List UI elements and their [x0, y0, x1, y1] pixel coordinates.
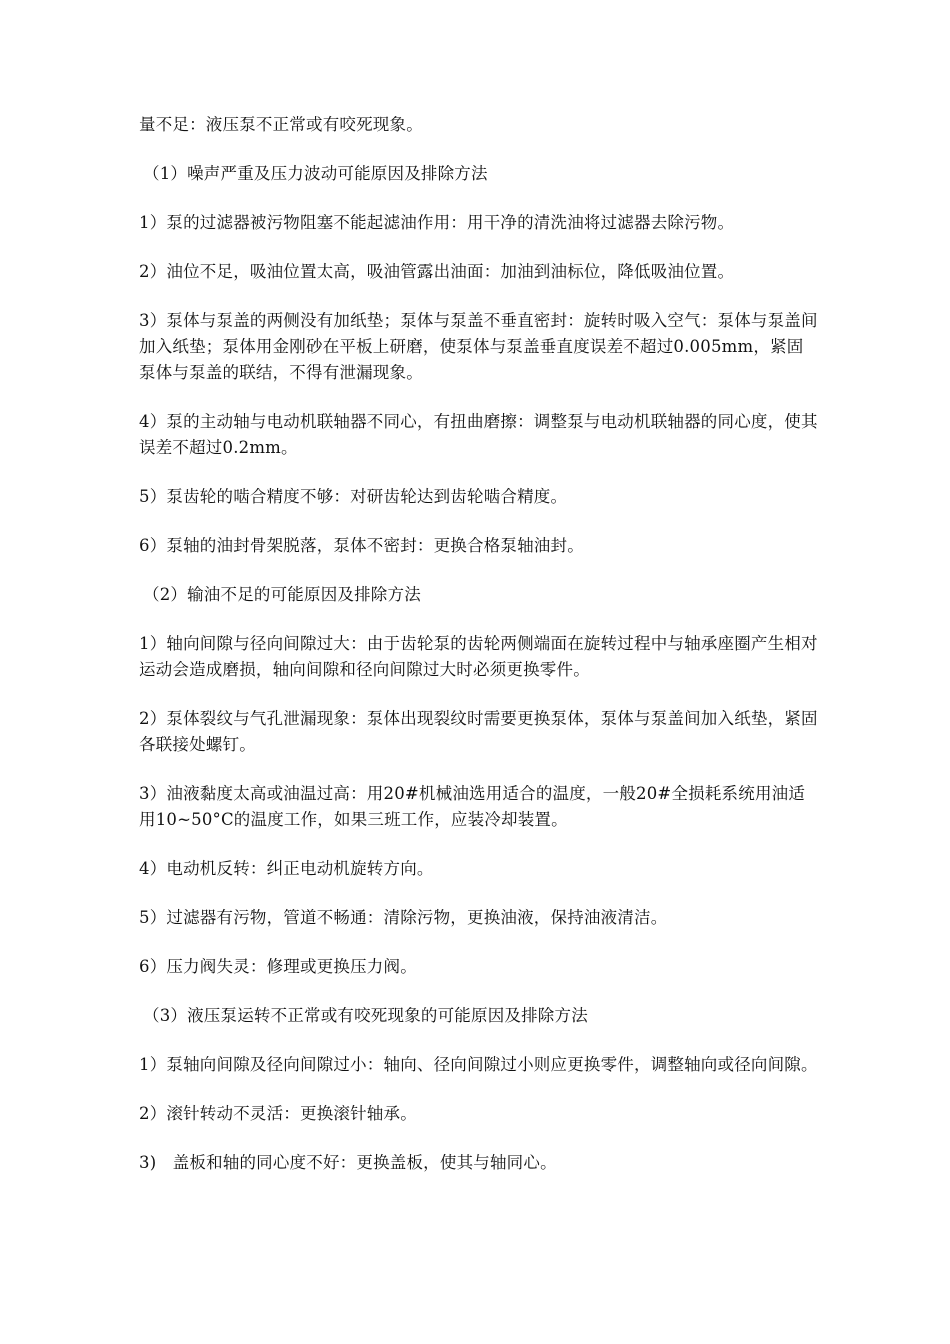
list-item: 3) 盖板和轴的同心度不好：更换盖板，使其与轴同心。: [139, 1153, 557, 1172]
list-item: 6）压力阀失灵：修理或更换压力阀。: [139, 957, 417, 976]
list-item: 3）泵体与泵盖的两侧没有加纸垫；泵体与泵盖不垂直密封：旋转时吸入空气：泵体与泵盖间加入纸垫；泵体用金刚砂在平板上研磨，使泵体与泵盖垂直度误差不超过0.005mm，紧固泵体与泵盖的联结，不得有泄漏现象。: [139, 311, 818, 382]
list-item: 5）泵齿轮的啮合精度不够：对研齿轮达到齿轮啮合精度。: [139, 487, 568, 506]
list-item: 3）油液黏度太高或油温过高：用20#机械油选用适合的温度，一般20#全损耗系统用油适用10~50°C的温度工作，如果三班工作，应装冷却装置。: [139, 784, 806, 829]
section-heading-abnormal-operation: （3）液压泵运转不正常或有咬死现象的可能原因及排除方法: [143, 1006, 588, 1025]
list-item: 1）泵的过滤器被污物阻塞不能起滤油作用：用干净的清洗油将过滤器去除污物。: [139, 213, 735, 232]
list-item: 2）滚针转动不灵活：更换滚针轴承。: [139, 1104, 417, 1123]
list-item: 5）过滤器有污物，管道不畅通：清除污物，更换油液，保持油液清洁。: [139, 908, 668, 927]
list-item: 1）泵轴向间隙及径向间隙过小：轴向、径向间隙过小则应更换零件，调整轴向或径向间隙。: [139, 1055, 818, 1074]
list-item: 1）轴向间隙与径向间隙过大：由于齿轮泵的齿轮两侧端面在旋转过程中与轴承座圈产生相对运动会造成磨损，轴向间隙和径向间隙过大时必须更换零件。: [139, 634, 818, 679]
paragraph-intro: 量不足：液压泵不正常或有咬死现象。: [139, 115, 423, 134]
section-heading-insufficient-oil: （2）输油不足的可能原因及排除方法: [143, 585, 421, 604]
section-heading-noise: （1）噪声严重及压力波动可能原因及排除方法: [143, 164, 488, 183]
list-item: 4）泵的主动轴与电动机联轴器不同心，有扭曲磨擦：调整泵与电动机联轴器的同心度，使其误差不超过0.2mm。: [139, 412, 818, 457]
list-item: 2）油位不足，吸油位置太高，吸油管露出油面：加油到油标位，降低吸油位置。: [139, 262, 735, 281]
document-body: [139, 112, 819, 1199]
list-item: 2）泵体裂纹与气孔泄漏现象：泵体出现裂纹时需要更换泵体，泵体与泵盖间加入纸垫，紧固各联接处螺钉。: [139, 709, 818, 754]
list-item: 4）电动机反转：纠正电动机旋转方向。: [139, 859, 434, 878]
list-item: 6）泵轴的油封骨架脱落，泵体不密封：更换合格泵轴油封。: [139, 536, 584, 555]
